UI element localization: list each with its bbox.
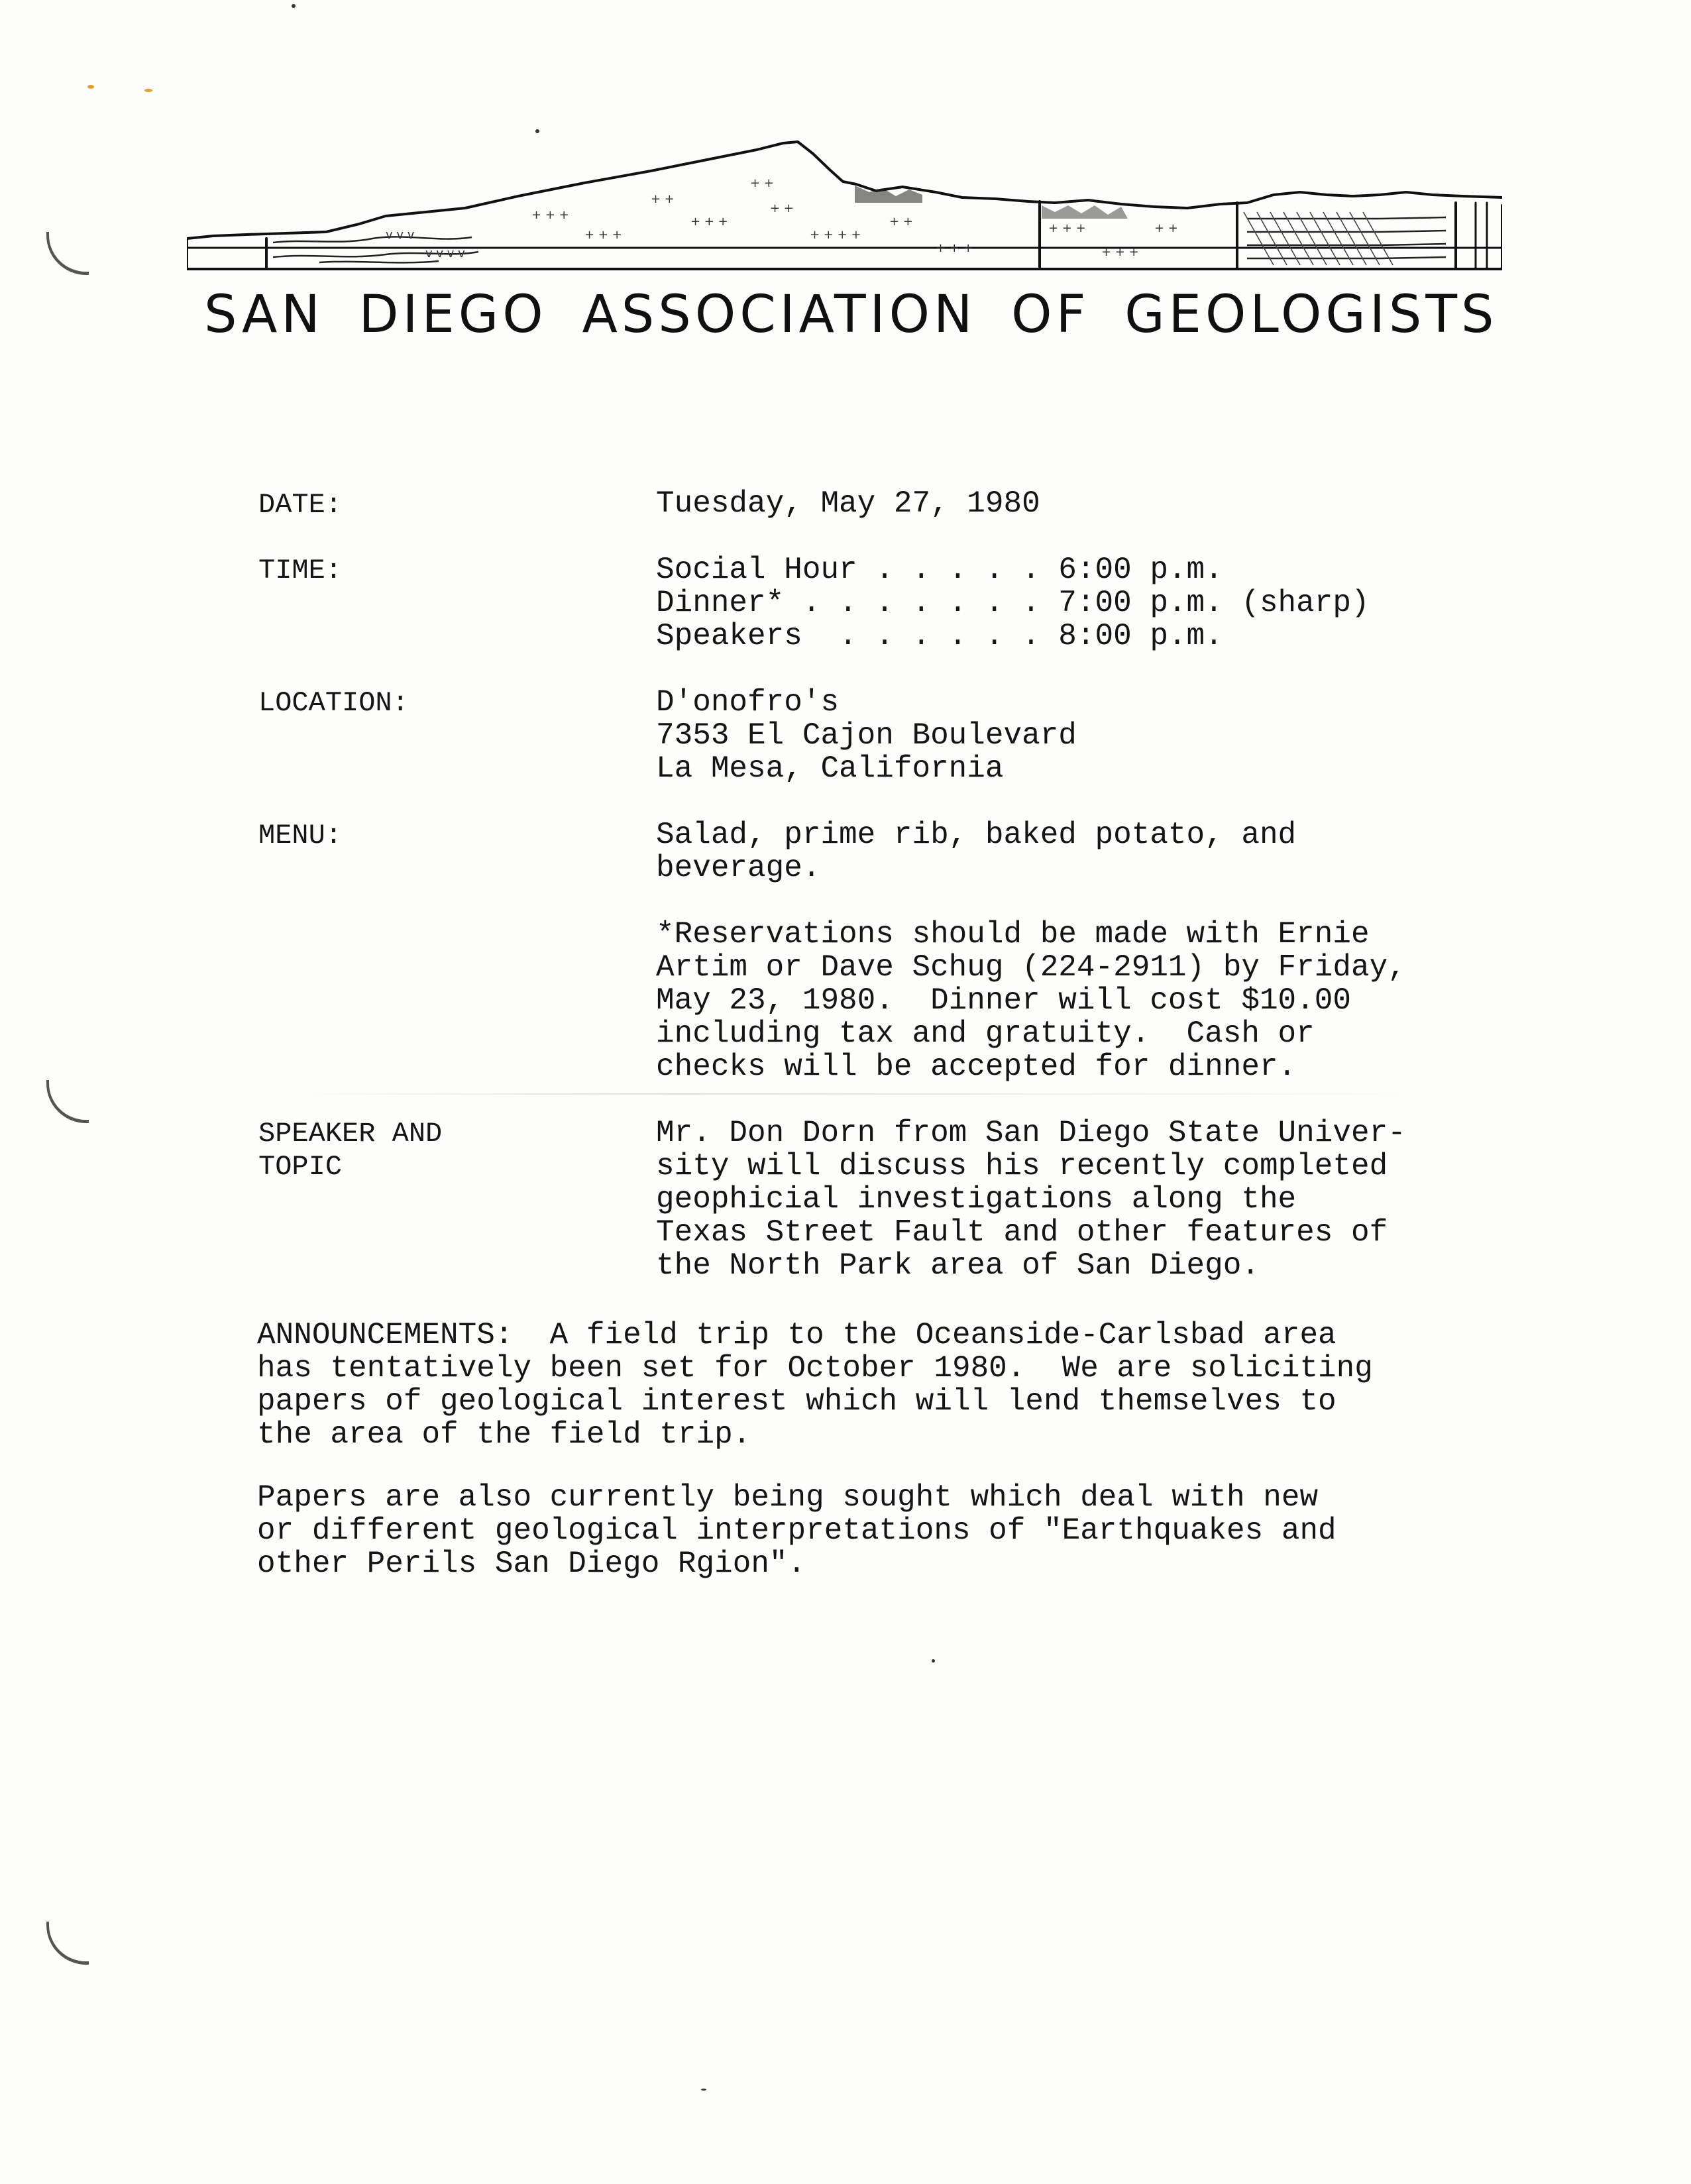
announcement-line-1: ANNOUNCEMENTS: A field trip to the Oceanside-Carlsbad area [257, 1318, 1336, 1352]
svg-text:+ +: + + [750, 176, 774, 190]
announcement-line-4: the area of the field trip. [257, 1417, 751, 1452]
reservation-line-1: *Reservations should be made with Ernie [656, 917, 1370, 952]
date-label: DATE: [258, 489, 343, 521]
punch-hole-mark-top [46, 232, 89, 275]
svg-text:+ + +: + + + [1101, 245, 1139, 259]
svg-text:+ + +: + + + [936, 241, 973, 255]
svg-text:+ +: + + [651, 192, 675, 206]
announcement-line-3: papers of geological interest which will lend themselves to [257, 1384, 1336, 1419]
organization-name-heading: SAN DIEGO ASSOCIATION OF GEOLOGISTS [204, 285, 1498, 345]
punch-hole-mark-bottom [46, 1922, 89, 1965]
speaker-line-1: Mr. Don Dorn from San Diego State Univer- [656, 1116, 1406, 1150]
speaker-line-5: the North Park area of San Diego. [656, 1248, 1260, 1283]
speaker-label-line-1: SPEAKER AND [258, 1118, 443, 1150]
papers-line-1: Papers are also currently being sought which deal with new [257, 1480, 1319, 1515]
date-value: Tuesday, May 27, 1980 [656, 486, 1040, 521]
time-label: TIME: [258, 555, 343, 586]
time-line-social-hour: Social Hour . . . . . 6:00 p.m. [656, 553, 1223, 587]
svg-text:v v v: v v v [386, 228, 415, 242]
paper-speck [535, 129, 539, 133]
paper-fold-line [292, 1093, 1445, 1095]
svg-text:v v v v: v v v v [425, 246, 465, 260]
location-line-venue: D'onofro's [656, 685, 840, 720]
svg-text:+ + +: + + + [531, 208, 569, 222]
announcement-line-2: has tentatively been set for October 1980. We are soliciting [257, 1351, 1373, 1386]
speaker-label-line-2: TOPIC [258, 1151, 343, 1183]
svg-text:+ +: + + [889, 215, 913, 229]
time-line-speakers: Speakers . . . . . . 8:00 p.m. [656, 619, 1223, 653]
svg-text:+ +: + + [1154, 221, 1178, 235]
speaker-line-2: sity will discuss his recently completed [656, 1149, 1388, 1183]
reservation-line-2: Artim or Dave Schug (224-2911) by Friday, [656, 950, 1406, 985]
paper-speck [292, 4, 296, 8]
paper-speck [932, 1659, 935, 1663]
paper-speck [87, 85, 94, 89]
geological-cross-section-illustration [187, 139, 1502, 275]
svg-text:+ + +: + + + [690, 215, 728, 229]
papers-line-2: or different geological interpretations of "Earthquakes and [257, 1513, 1336, 1548]
reservation-line-4: including tax and gratuity. Cash or [656, 1016, 1315, 1051]
speaker-line-3: geophicial investigations along the [656, 1182, 1297, 1217]
svg-text:+ + +: + + + [1048, 221, 1086, 235]
menu-line-2: beverage. [656, 851, 821, 885]
location-line-city: La Mesa, California [656, 751, 1004, 786]
location-line-street: 7353 El Cajon Boulevard [656, 718, 1077, 753]
svg-text:+ +: + + [770, 201, 794, 215]
papers-line-3: other Perils San Diego Rgion". [257, 1547, 806, 1581]
paper-speck [144, 89, 152, 92]
reservation-line-3: May 23, 1980. Dinner will cost $10.00 [656, 983, 1351, 1018]
location-label: LOCATION: [258, 687, 409, 719]
time-line-dinner: Dinner* . . . . . . . 7:00 p.m. (sharp) [656, 586, 1370, 620]
svg-text:+ + +: + + + [584, 228, 622, 242]
svg-text:+ + + +: + + + + [810, 228, 861, 242]
speaker-line-4: Texas Street Fault and other features of [656, 1215, 1388, 1250]
reservation-line-5: checks will be accepted for dinner. [656, 1050, 1297, 1084]
menu-label: MENU: [258, 820, 343, 851]
punch-hole-mark-middle [46, 1080, 89, 1123]
paper-speck [701, 2089, 706, 2091]
menu-line-1: Salad, prime rib, baked potato, and [656, 818, 1297, 852]
